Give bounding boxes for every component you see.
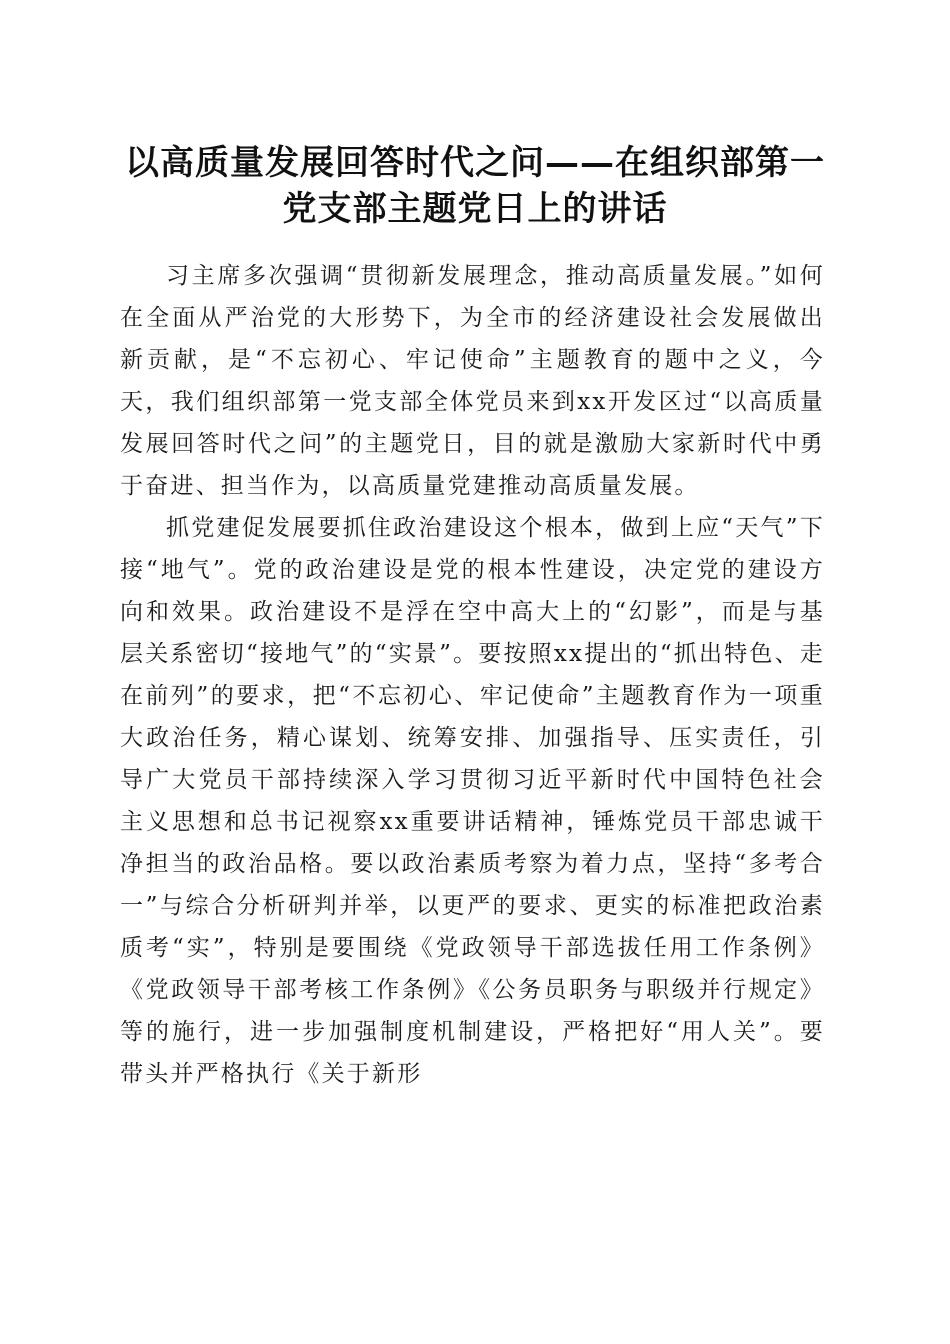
document-title	[100, 140, 850, 232]
paragraph-1: 习主席多次强调“贯彻新发展理念，推动高质量发展。”如何在全面从严治党的大形势下，为全市的经济建设社会发展做出新贡献，是“不忘初心、牢记使命”主题教育的题中之义，今天，我们组织部第一党支部全体党员来到xx开发区过“以高质量发展回答时代之问”的主题党日，目的就是激励大家新时代中勇于奋进、担当作为，以高质量党建推动高质量发展。	[120, 263, 825, 499]
document-body	[120, 255, 825, 1095]
title-line-2: 党支部主题党日上的讲话	[282, 189, 668, 229]
paragraph-2: 抓党建促发展要抓住政治建设这个根本，做到上应“天气”下接“地气”。党的政治建设是党的根本性建设，决定党的建设方向和效果。政治建设不是浮在空中高大上的“幻影”，而是与基层关系密切“接地气”的“实景”。要按照xx提出的“抓出特色、走在前列”的要求，把“不忘初心、牢记使命”主题教育作为一项重大政治任务，精心谋划、统筹安排、加强指导、压实责任，引导广大党员干部持续深入学习贯彻习近平新时代中国特色社会主义思想和总书记视察xx重要讲话精神，锤炼党员干部忠诚干净担当的政治品格。要以政治素质考察为着力点，坚持“多考合一”与综合分析研判并举，以更严的要求、更实的标准把政治素质考“实”，特别是要围绕《党政领导干部选拔任用工作条例》《党政领导干部考核工作条例》《公务员职务与职级并行规定》等的施行，进一步加强制度机制建设，严格把好“用人关”。要带头并严格执行《关于新形	[120, 515, 825, 1087]
title-line-1: 以高质量发展回答时代之问——在组织部第一	[125, 143, 825, 183]
